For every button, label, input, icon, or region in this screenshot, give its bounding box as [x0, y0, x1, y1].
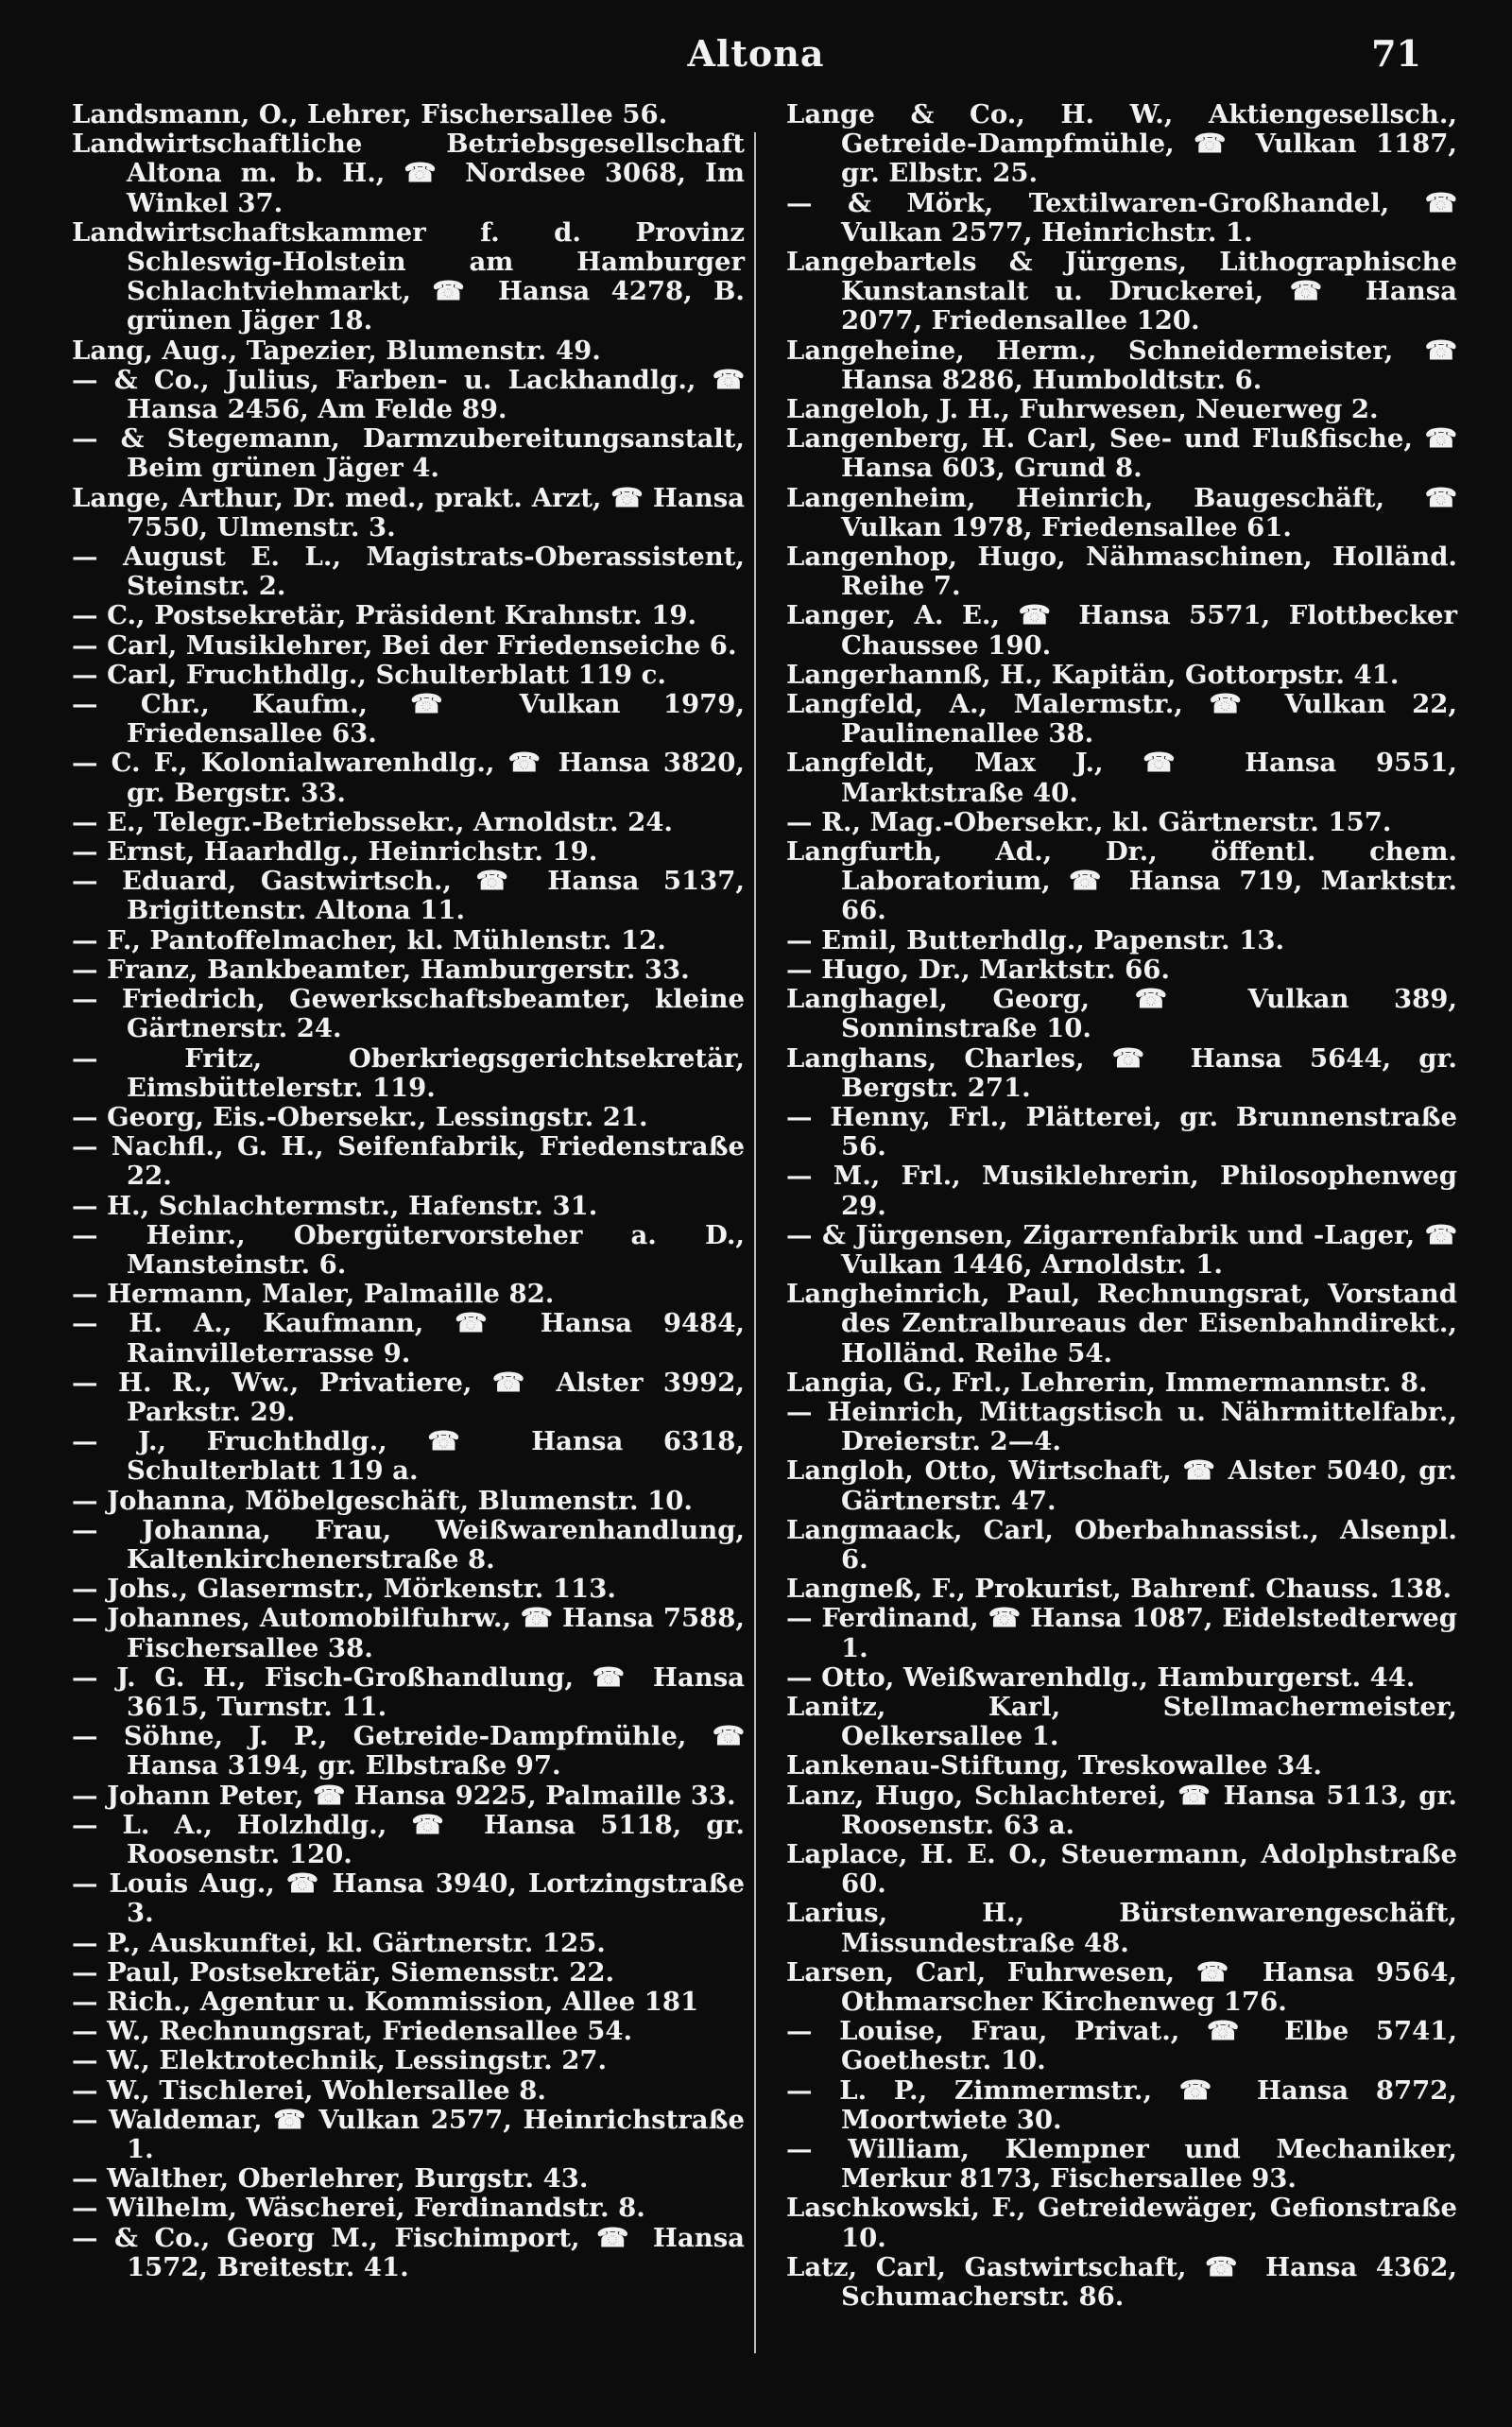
- directory-entry: — Eduard, Gastwirtsch., ☎ Hansa 5137, Brigittenstr. Altona 11.: [72, 866, 745, 926]
- directory-entry: — Ferdinand, ☎ Hansa 1087, Eidelstedterweg 1.: [786, 1603, 1457, 1663]
- directory-entry: — W., Tischlerei, Wohlersallee 8.: [72, 2074, 546, 2106]
- directory-entry: — & Co., Julius, Farben- u. Lackhandlg., ☎ Hansa 2456, Am Felde 89.: [72, 364, 745, 425]
- directory-entry: Lange, Arthur, Dr. med., prakt. Arzt, ☎ Hansa 7550, Ulmenstr. 3.: [72, 482, 745, 542]
- directory-entry: — Otto, Weißwarenhdlg., Hamburgerst. 44.: [786, 1661, 1416, 1693]
- right-column: [786, 100, 1457, 2312]
- directory-entry: — Emil, Butterhdlg., Papenstr. 13.: [786, 924, 1285, 955]
- directory-entry: — M., Frl., Musiklehrerin, Philosophenweg 29.: [786, 1161, 1457, 1221]
- directory-entry: — & Stegemann, Darmzubereitungsanstalt, Beim grünen Jäger 4.: [72, 423, 745, 484]
- directory-entry: Langfurth, Ad., Dr., öffentl. chem. Laboratorium, ☎ Hansa 719, Marktstr. 66.: [786, 836, 1457, 926]
- directory-entry: Lankenau-Stiftung, Treskowallee 34.: [786, 1750, 1322, 1782]
- directory-entry: — Söhne, J. P., Getreide-Dampfmühle, ☎ Hansa 3194, gr. Elbstraße 97.: [72, 1721, 745, 1782]
- directory-entry: — & Co., Georg M., Fischimport, ☎ Hansa 1572, Breitestr. 41.: [72, 2222, 745, 2282]
- directory-entry: — August E. L., Magistrats-Oberassistent, Steinstr. 2.: [72, 542, 745, 602]
- page-number: 71: [1371, 32, 1421, 75]
- directory-entry: — Hermann, Maler, Palmaille 82.: [72, 1279, 555, 1310]
- directory-entry: Landwirtschaftliche Betriebsgesellschaft Altona m. b. H., ☎ Nordsee 3068, Im Winkel 37.: [72, 129, 745, 218]
- running-head-title: Altona: [687, 32, 825, 75]
- directory-entry: Langneß, F., Prokurist, Bahrenf. Chauss. 138.: [786, 1574, 1452, 1605]
- directory-entry: — William, Klempner und Mechaniker, Merkur 8173, Fischersallee 93.: [786, 2134, 1457, 2195]
- directory-entry: Larius, H., Bürstenwarengeschäft, Missundestraße 48.: [786, 1898, 1457, 1958]
- directory-entry: — Johanna, Frau, Weißwarenhandlung, Kaltenkirchenerstraße 8.: [72, 1514, 745, 1575]
- directory-entry: Langeloh, J. H., Fuhrwesen, Neuerweg 2.: [786, 394, 1379, 425]
- directory-entry: — Nachfl., G. H., Seifenfabrik, Friedenstraße 22.: [72, 1131, 745, 1192]
- directory-entry: — P., Auskunftei, kl. Gärtnerstr. 125.: [72, 1927, 606, 1958]
- directory-entry: Larsen, Carl, Fuhrwesen, ☎ Hansa 9564, Othmarscher Kirchenweg 176.: [786, 1956, 1457, 2017]
- directory-entry: Langenhop, Hugo, Nähmaschinen, Holländ. Reihe 7.: [786, 542, 1457, 602]
- directory-entry: Langmaack, Carl, Oberbahnassist., Alsenpl. 6.: [786, 1514, 1457, 1575]
- directory-entry: — W., Rechnungsrat, Friedensallee 54.: [72, 2016, 633, 2047]
- directory-entry: — H., Schlachtermstr., Hafenstr. 31.: [72, 1190, 598, 1221]
- directory-entry: Langeheine, Herm., Schneidermeister, ☎ Hansa 8286, Humboldtstr. 6.: [786, 335, 1457, 395]
- directory-entry: Langfeldt, Max J., ☎ Hansa 9551, Marktstraße 40.: [786, 748, 1457, 808]
- directory-entry: Langheinrich, Paul, Rechnungsrat, Vorstand des Zentralbureaus der Eisenbahndirekt., Holländ. Reihe 54.: [786, 1279, 1457, 1368]
- directory-entry: Lanitz, Karl, Stellmachermeister, Oelkersallee 1.: [786, 1691, 1457, 1752]
- page-header: [0, 32, 1512, 89]
- column-divider: [754, 132, 756, 2353]
- directory-entry: — C. F., Kolonialwarenhdlg., ☎ Hansa 3820, gr. Bergstr. 33.: [72, 748, 745, 808]
- directory-entry: — W., Elektrotechnik, Lessingstr. 27.: [72, 2045, 608, 2076]
- directory-entry: Langenheim, Heinrich, Baugeschäft, ☎ Vulkan 1978, Friedensallee 61.: [786, 482, 1457, 542]
- directory-entry: Langia, G., Frl., Lehrerin, Immermannstr. 8.: [786, 1367, 1428, 1398]
- directory-entry: — Johs., Glasermstr., Mörkenstr. 113.: [72, 1574, 616, 1605]
- directory-entry: — Franz, Bankbeamter, Hamburgerstr. 33.: [72, 954, 690, 985]
- directory-entry: Langebartels & Jürgens, Lithographische Kunstanstalt u. Druckerei, ☎ Hansa 2077, Friedensallee 120.: [786, 247, 1457, 336]
- directory-entry: — & Mörk, Textilwaren-Großhandel, ☎ Vulkan 2577, Heinrichstr. 1.: [786, 187, 1457, 248]
- directory-entry: — Johanna, Möbelgeschäft, Blumenstr. 10.: [72, 1485, 694, 1516]
- directory-entry: — R., Mag.-Obersekr., kl. Gärtnerstr. 157.: [786, 806, 1392, 837]
- directory-entry: Langerhannß, H., Kapitän, Gottorpstr. 41.: [786, 659, 1400, 690]
- directory-entry: Landwirtschaftskammer f. d. Provinz Schleswig-Holstein am Hamburger Schlachtviehmarkt, ☎ Hansa 4278, B. grünen Jäger 18.: [72, 216, 745, 336]
- directory-entry: — H. A., Kaufmann, ☎ Hansa 9484, Rainvilleterrasse 9.: [72, 1308, 745, 1368]
- directory-entry: Laplace, H. E. O., Steuermann, Adolphstraße 60.: [786, 1838, 1457, 1900]
- directory-entry: — Georg, Eis.-Obersekr., Lessingstr. 21.: [72, 1101, 648, 1132]
- directory-entry: Langenberg, H. Carl, See- und Flußfische, ☎ Hansa 603, Grund 8.: [786, 423, 1457, 484]
- directory-entry: Langhagel, Georg, ☎ Vulkan 389, Sonninstraße 10.: [786, 984, 1457, 1044]
- directory-entry: — C., Postsekretär, Präsident Krahnstr. 19.: [72, 600, 697, 631]
- directory-entry: — Heinr., Obergütervorsteher a. D., Mansteinstr. 6.: [72, 1219, 745, 1280]
- directory-entry: Laschkowski, F., Getreidewäger, Gefionstraße 10.: [786, 2193, 1457, 2253]
- directory-entry: — Carl, Musiklehrer, Bei der Friedenseiche 6.: [72, 629, 737, 661]
- directory-entry: Lanz, Hugo, Schlachterei, ☎ Hansa 5113, gr. Roosenstr. 63 a.: [786, 1780, 1457, 1840]
- directory-entry: — Louise, Frau, Privat., ☎ Elbe 5741, Goethestr. 10.: [786, 2016, 1457, 2076]
- directory-entry: Langer, A. E., ☎ Hansa 5571, Flottbecker Chaussee 190.: [786, 600, 1457, 661]
- directory-entry: — Walther, Oberlehrer, Burgstr. 43.: [72, 2163, 589, 2195]
- directory-entry: — Rich., Agentur u. Kommission, Allee 181: [72, 1987, 699, 2017]
- directory-entry: — J. G. H., Fisch-Großhandlung, ☎ Hansa 3615, Turnstr. 11.: [72, 1661, 745, 1722]
- directory-entry: — Hugo, Dr., Marktstr. 66.: [786, 954, 1170, 985]
- directory-entry: Landsmann, O., Lehrer, Fischersallee 56.: [72, 99, 668, 129]
- directory-entry: — Johannes, Automobilfuhrw., ☎ Hansa 7588, Fischersallee 38.: [72, 1603, 745, 1663]
- directory-entry: — Friedrich, Gewerkschaftsbeamter, kleine Gärtnerstr. 24.: [72, 984, 745, 1044]
- directory-entry: — F., Pantoffelmacher, kl. Mühlenstr. 12.: [72, 924, 666, 955]
- directory-entry: — L. A., Holzhdlg., ☎ Hansa 5118, gr. Roosenstr. 120.: [72, 1809, 745, 1869]
- directory-entry: — Wilhelm, Wäscherei, Ferdinandstr. 8.: [72, 2193, 645, 2224]
- directory-entry: — Heinrich, Mittagstisch u. Nährmittelfabr., Dreierstr. 2—4.: [786, 1396, 1457, 1457]
- left-column: [72, 100, 745, 2282]
- directory-entry: — Paul, Postsekretär, Siemensstr. 22.: [72, 1956, 615, 1988]
- directory-entry: Latz, Carl, Gastwirtschaft, ☎ Hansa 4362, Schumacherstr. 86.: [786, 2251, 1457, 2313]
- directory-entry: — Henny, Frl., Plätterei, gr. Brunnenstraße 56.: [786, 1101, 1457, 1162]
- directory-entry: Langloh, Otto, Wirtschaft, ☎ Alster 5040, gr. Gärtnerstr. 47.: [786, 1455, 1457, 1516]
- directory-entry: Langhans, Charles, ☎ Hansa 5644, gr. Bergstr. 271.: [786, 1042, 1457, 1103]
- directory-entry: — Ernst, Haarhdlg., Heinrichstr. 19.: [72, 836, 598, 868]
- directory-entry: Lang, Aug., Tapezier, Blumenstr. 49.: [72, 335, 601, 366]
- directory-entry: — Chr., Kaufm., ☎ Vulkan 1979, Friedensallee 63.: [72, 689, 745, 749]
- directory-entry: — H. R., Ww., Privatiere, ☎ Alster 3992, Parkstr. 29.: [72, 1367, 745, 1427]
- directory-entry: — Waldemar, ☎ Vulkan 2577, Heinrichstraße 1.: [72, 2104, 745, 2165]
- directory-entry: Lange & Co., H. W., Aktiengesellsch., Getreide-Dampfmühle, ☎ Vulkan 1187, gr. Elbstr. 25.: [786, 99, 1457, 189]
- directory-entry: — Johann Peter, ☎ Hansa 9225, Palmaille 33.: [72, 1780, 736, 1811]
- directory-entry: — L. P., Zimmermstr., ☎ Hansa 8772, Moortwiete 30.: [786, 2074, 1457, 2135]
- directory-entry: — J., Fruchthdlg., ☎ Hansa 6318, Schulterblatt 119 a.: [72, 1426, 745, 1487]
- directory-entry: Langfeld, A., Malermstr., ☎ Vulkan 22, Paulinenallee 38.: [786, 689, 1457, 749]
- directory-entry: — Fritz, Oberkriegsgerichtsekretär, Eimsbüttelerstr. 119.: [72, 1042, 745, 1103]
- directory-entry: — E., Telegr.-Betriebssekr., Arnoldstr. 24.: [72, 806, 673, 837]
- directory-entry: — & Jürgensen, Zigarrenfabrik und -Lager, ☎ Vulkan 1446, Arnoldstr. 1.: [786, 1219, 1457, 1280]
- directory-entry: — Carl, Fruchthdlg., Schulterblatt 119 c.: [72, 659, 666, 690]
- directory-entry: — Louis Aug., ☎ Hansa 3940, Lortzingstraße 3.: [72, 1868, 745, 1929]
